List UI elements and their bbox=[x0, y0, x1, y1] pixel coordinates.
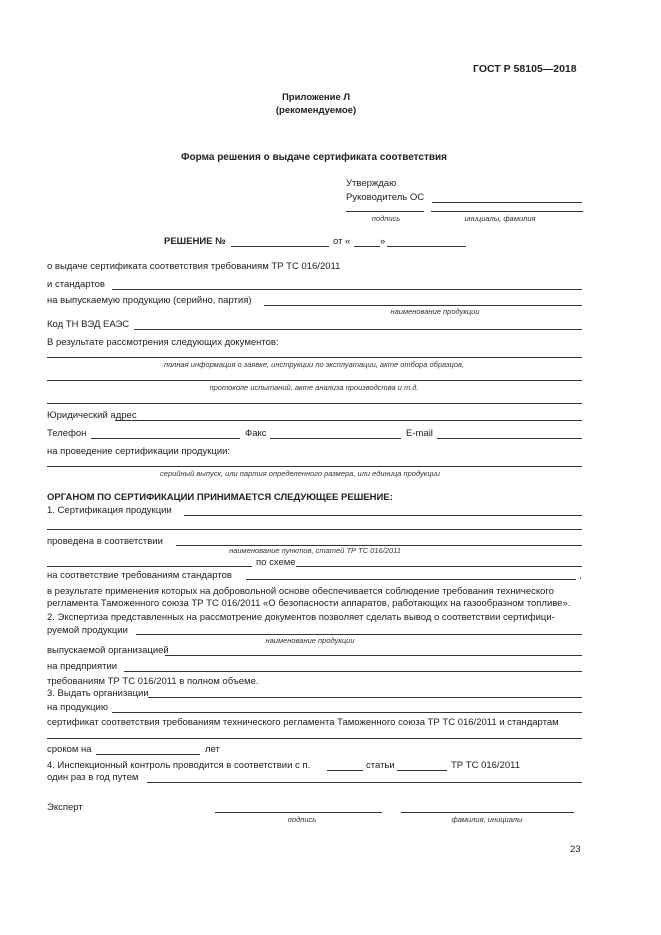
standards-label: и стандартов bbox=[47, 279, 105, 290]
p4-article-line[interactable] bbox=[397, 770, 447, 771]
fax-label: Факс bbox=[245, 428, 267, 439]
email-label: E-mail bbox=[406, 428, 433, 439]
voluntary-text-1: в результате применения которых на добровольной основе обеспечивается соблюдение требования технического bbox=[47, 586, 554, 597]
cert-text: сертификат соответствия требованиям технического регламента Таможенного союза ТР ТС 016/2011 и стандартам bbox=[47, 717, 559, 728]
produced-by-label: выпускаемой организацией bbox=[47, 645, 169, 656]
fax-line[interactable] bbox=[270, 438, 401, 439]
docs-caption-2: протоколе испытаний, акте анализа производства и т.д. bbox=[209, 383, 419, 392]
standards-line[interactable] bbox=[112, 289, 582, 290]
date-prefix: от « bbox=[333, 236, 351, 247]
p1-label: 1. Сертификация продукции bbox=[47, 505, 172, 516]
term-label: сроком на bbox=[47, 744, 92, 755]
phone-label: Телефон bbox=[47, 428, 87, 439]
tn-ved-label: Код ТН ВЭД ЕАЭС bbox=[47, 319, 130, 330]
p1-line[interactable] bbox=[184, 515, 582, 516]
p4-text-a: 4. Инспекционный контроль проводится в соответствии с п. bbox=[47, 760, 311, 771]
email-line[interactable] bbox=[437, 438, 582, 439]
produced-by-line[interactable] bbox=[165, 655, 582, 656]
certification-label: на проведение сертификации продукции: bbox=[47, 446, 231, 457]
phone-line[interactable] bbox=[91, 438, 240, 439]
p2-text-1: 2. Экспертиза представленных на рассмотрение документов позволяет сделать вывод о соответствии сертифици- bbox=[47, 612, 555, 623]
date-mid: » bbox=[380, 236, 386, 247]
review-text: В результате рассмотрения следующих документов: bbox=[47, 337, 279, 348]
cert-line[interactable] bbox=[47, 738, 582, 739]
decision-label: РЕШЕНИЕ № bbox=[164, 236, 226, 247]
standard-number: ГОСТ Р 58105—2018 bbox=[473, 63, 577, 75]
voluntary-text-2: регламента Таможенного союза ТР ТС 016/2011 «О безопасности аппаратов, работающих на газообразном топливе». bbox=[47, 598, 571, 609]
enterprise-line[interactable] bbox=[124, 671, 582, 672]
expert-name-line[interactable] bbox=[401, 812, 574, 813]
issue-text: о выдаче сертификата соответствия требованиям ТР ТС 016/2011 bbox=[47, 261, 341, 272]
signature-caption: подпись bbox=[371, 214, 401, 223]
term-line[interactable] bbox=[96, 754, 200, 755]
appendix-title: Приложение Л bbox=[281, 92, 351, 103]
certification-line[interactable] bbox=[47, 466, 582, 467]
approve-label: Утверждаю bbox=[346, 178, 397, 189]
years-label: лет bbox=[205, 744, 220, 755]
conducted-label: проведена в соответствии bbox=[47, 536, 163, 547]
product-label: на выпускаемую продукцию (серийно, партия) bbox=[47, 295, 252, 306]
signature-line[interactable] bbox=[346, 211, 424, 212]
expert-label: Эксперт bbox=[47, 802, 83, 813]
enterprise-label: на предприятии bbox=[47, 661, 118, 672]
product-caption: наименование продукции bbox=[390, 307, 480, 316]
scheme-pre-line[interactable] bbox=[47, 566, 252, 567]
docs-caption-1: полная информация о заявке, инструкции по эксплуатации, акте отбора образцов, bbox=[164, 360, 464, 369]
p3-line[interactable] bbox=[148, 697, 582, 698]
for-product-line[interactable] bbox=[112, 712, 582, 713]
expert-signature-line[interactable] bbox=[215, 812, 382, 813]
head-label: Руководитель ОС bbox=[346, 192, 425, 203]
for-product-label: на продукцию bbox=[47, 702, 108, 713]
requirements-text: требованиям ТР ТС 016/2011 в полном объеме. bbox=[47, 676, 259, 687]
date-month-line[interactable] bbox=[387, 246, 466, 247]
p2-line[interactable] bbox=[136, 634, 582, 635]
compliance-label: на соответствие требованиям стандартов bbox=[47, 570, 232, 581]
once-year-line[interactable] bbox=[147, 782, 582, 783]
decision-heading: ОРГАНОМ ПО СЕРТИФИКАЦИИ ПРИНИМАЕТСЯ СЛЕДУЮЩЕЕ РЕШЕНИЕ: bbox=[47, 492, 393, 503]
expert-signature-caption: подпись bbox=[287, 815, 317, 824]
scheme-label: по схеме bbox=[256, 557, 296, 568]
docs-line-1[interactable] bbox=[47, 357, 582, 358]
product-caption-2: наименование продукции bbox=[265, 636, 355, 645]
clauses-caption: наименование пунктов, статей ТР ТС 016/2011 bbox=[229, 546, 401, 555]
certification-caption: серийный выпуск, или партия определенного размера, или единица продукции bbox=[160, 469, 440, 478]
once-year-label: один раз в год путем bbox=[47, 772, 139, 783]
date-day-line[interactable] bbox=[354, 246, 380, 247]
p4-text-b: статьи bbox=[366, 760, 395, 771]
docs-line-3[interactable] bbox=[47, 403, 582, 404]
p4-clause-line[interactable] bbox=[327, 770, 363, 771]
page-number: 23 bbox=[570, 844, 581, 855]
product-line[interactable] bbox=[264, 305, 582, 306]
tn-ved-line[interactable] bbox=[134, 329, 582, 330]
decision-number-line[interactable] bbox=[231, 246, 329, 247]
docs-line-2[interactable] bbox=[47, 380, 582, 381]
head-line[interactable] bbox=[432, 202, 582, 203]
initials-caption: инициалы, фамилия bbox=[464, 214, 536, 223]
expert-name-caption: фамилия, инициалы bbox=[451, 815, 523, 824]
compliance-line[interactable] bbox=[246, 579, 576, 580]
p2-text-2: руемой продукции bbox=[47, 625, 128, 636]
appendix-subtitle: (рекомендуемое) bbox=[275, 105, 357, 116]
p1-line-2[interactable] bbox=[47, 529, 582, 530]
compliance-comma: , bbox=[579, 570, 582, 581]
form-title: Форма решения о выдаче сертификата соответствия bbox=[180, 152, 448, 163]
p4-text-c: ТР ТС 016/2011 bbox=[451, 760, 521, 771]
p3-label: 3. Выдать организации bbox=[47, 688, 149, 699]
initials-line[interactable] bbox=[431, 211, 583, 212]
legal-address-label: Юридический адрес bbox=[47, 410, 137, 421]
scheme-line[interactable] bbox=[296, 566, 582, 567]
legal-address-line[interactable] bbox=[115, 420, 582, 421]
